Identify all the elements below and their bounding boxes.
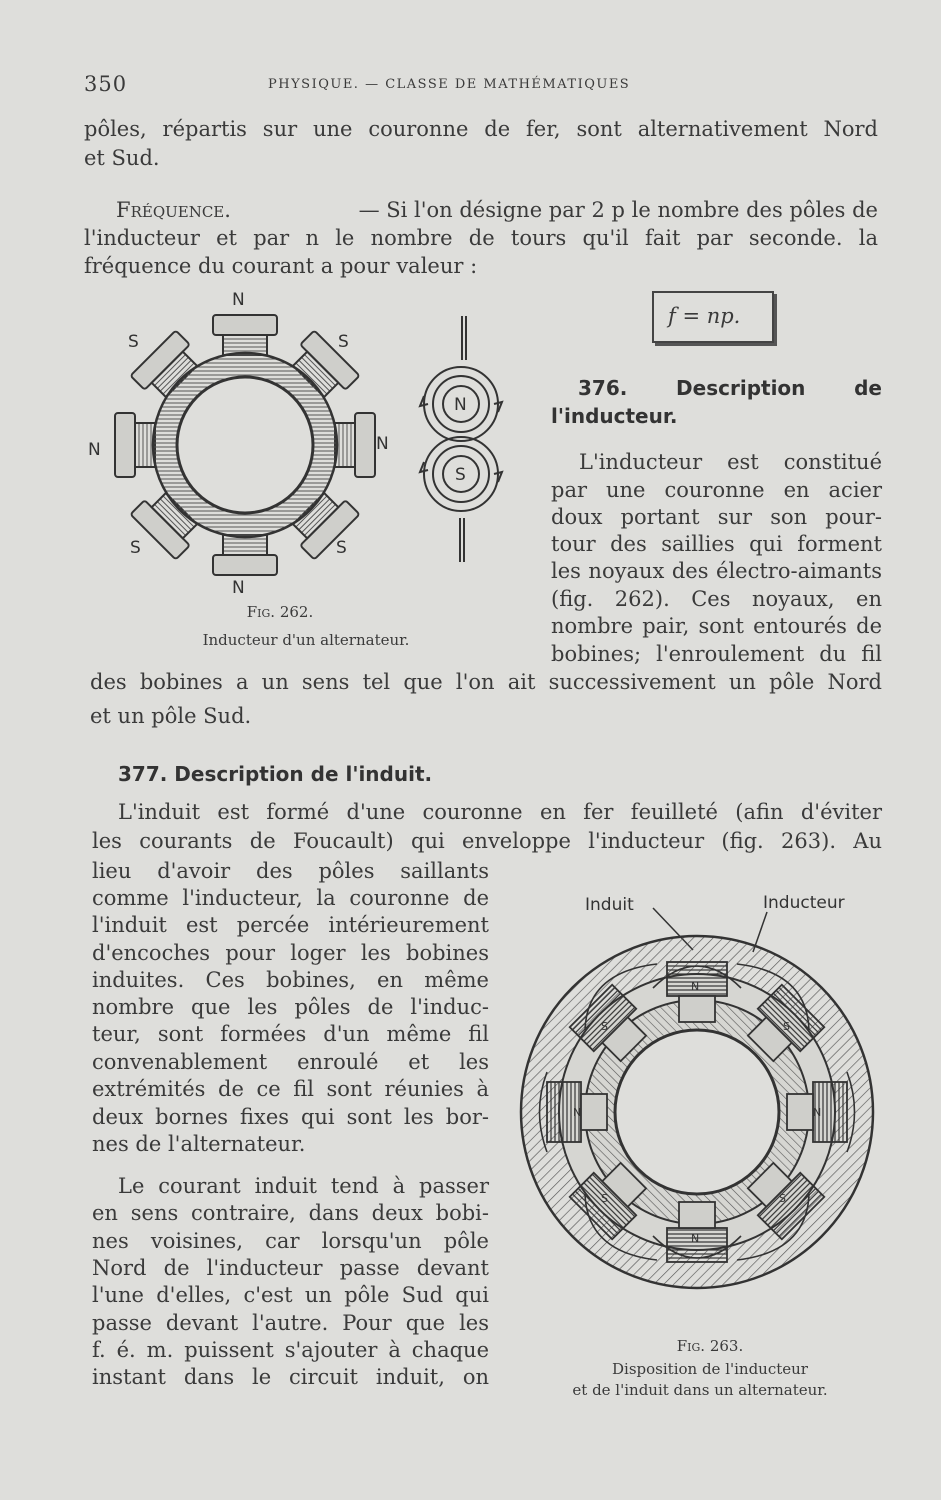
s377-col2-line: en sens contraire, dans deux bobi- [92,1201,489,1225]
formula-text: f = np. [668,304,741,328]
label-inducteur: Inducteur [763,893,845,913]
s377-col-line: extrémités de ce fil sont réunies à [92,1077,489,1101]
pole-label: N [376,434,389,454]
pole-mark: S [601,1192,608,1205]
s377-col2-line: instant dans le circuit induit, on [92,1365,489,1389]
s377-col-line: nombre que les pôles de l'induc- [92,995,489,1019]
fig262-label-text: Fig. 262. [246,603,314,621]
pole-label: N [232,290,245,310]
running-title: PHYSIQUE. — CLASSE DE MATHÉMATIQUES [268,77,631,92]
section-376-num: 376. [578,376,628,400]
s376-line: nombre pair, sont entourés de [551,614,882,638]
s376-line: doux portant sur son pour- [551,505,882,529]
fig262-label [200,602,360,622]
fig262-caption: Inducteur d'un alternateur. [202,631,410,649]
s376-line: les noyaux des électro-aimants [551,559,882,583]
pole-mark: S [601,1020,608,1033]
section-376-word: Description [676,376,806,400]
pole-mark: S [779,1192,786,1205]
s377-full-line: les courants de Foucault) qui enveloppe l'inducteur (fig. 263). Au [92,829,882,853]
s377-col-line: convenablement enroulé et les [92,1050,489,1074]
section-377-heading: 377. Description de l'induit. [118,762,433,786]
s376-line: (fig. 262). Ces noyaux, en [551,587,882,611]
s376-full-line: et un pôle Sud. [90,704,252,728]
pole-label: N [88,440,101,460]
s376-line: tour des saillies qui forment [551,532,882,556]
s377-col-line: d'encoches pour loger les bobines [92,941,489,965]
pole-mark: S [783,1020,790,1033]
fig263-caption-1: Disposition de l'inducteur [612,1360,808,1378]
s377-col-line: nes de l'alternateur. [92,1132,306,1156]
ring-inner [177,377,313,513]
intro-line-2: et Sud. [84,146,160,170]
section-376-de: de [854,376,882,400]
pole-label: S [130,538,141,558]
frequence-label: Fréquence. [116,198,231,222]
frequence-line-3: fréquence du courant a pour valeur : [84,254,478,278]
intro-line-1: pôles, répartis sur une couronne de fer, sont alternativement Nord [84,117,878,141]
pole-label: N [232,578,245,598]
s377-col2-line: l'une d'elles, c'est un pôle Sud qui [92,1283,489,1307]
s377-col2-line: Nord de l'inducteur passe devant [92,1256,489,1280]
frequence-line-1-rest: — Si l'on désigne par 2 p le nombre des pôles de [358,198,878,222]
pole-mark: N [691,980,700,993]
fig263-label [620,1336,800,1356]
frequence-line-2: l'inducteur et par n le nombre de tours qu'il fait par seconde. la [84,226,878,250]
fig263-label-text: Fig. 263. [676,1337,744,1355]
fig263-caption-2: et de l'induit dans un alternateur. [572,1381,828,1399]
s377-col-line: l'induit est percée intérieurement [92,913,489,937]
formula-box [652,291,774,343]
pole-mark: N [691,1232,700,1245]
pole-label: S [336,538,347,558]
s377-col-line: teur, sont formées d'un même fil [92,1022,489,1046]
s377-col-line: induites. Ces bobines, en même [92,968,489,992]
s377-col2-line: f. é. m. puissent s'ajouter à chaque [92,1338,489,1362]
pole-label: S [128,332,139,352]
figure-262-inducteur [80,285,410,615]
section-376-heading-line2: l'inducteur. [551,404,678,428]
s376-full-line: des bobines a un sens tel que l'on ait successivement un pôle Nord [90,670,882,694]
s376-line: L'inducteur est constitué [579,450,882,474]
s377-full-line: L'induit est formé d'une couronne en fer feuilleté (afin d'éviter [118,800,882,824]
s377-col-line: deux bornes fixes qui sont les bor- [92,1105,489,1129]
pole-mark: N [573,1106,582,1119]
s376-line: par une couronne en acier [551,478,882,502]
side-pole-label: S [455,465,466,485]
s376-line: bobines; l'enroulement du fil [551,642,882,666]
s377-col-line: lieu d'avoir des pôles saillants [92,859,489,883]
frequence-line-1 [116,197,878,224]
s377-col-line: comme l'inducteur, la couronne de [92,886,489,910]
s377-col2-line: passe devant l'autre. Pour que les [92,1311,489,1335]
label-induit: Induit [585,895,634,915]
pole-label: S [338,332,349,352]
figure-262-pole-diagram [410,312,520,572]
page-number: 350 [84,72,128,96]
figure-263-alternateur [515,880,895,1300]
s377-col2-line: nes voisines, car lorsqu'un pôle [92,1229,489,1253]
pole-mark: N [813,1106,822,1119]
section-376-heading [578,376,882,400]
s377-col2-line: Le courant induit tend à passer [118,1174,489,1198]
side-pole-label: N [454,395,467,415]
